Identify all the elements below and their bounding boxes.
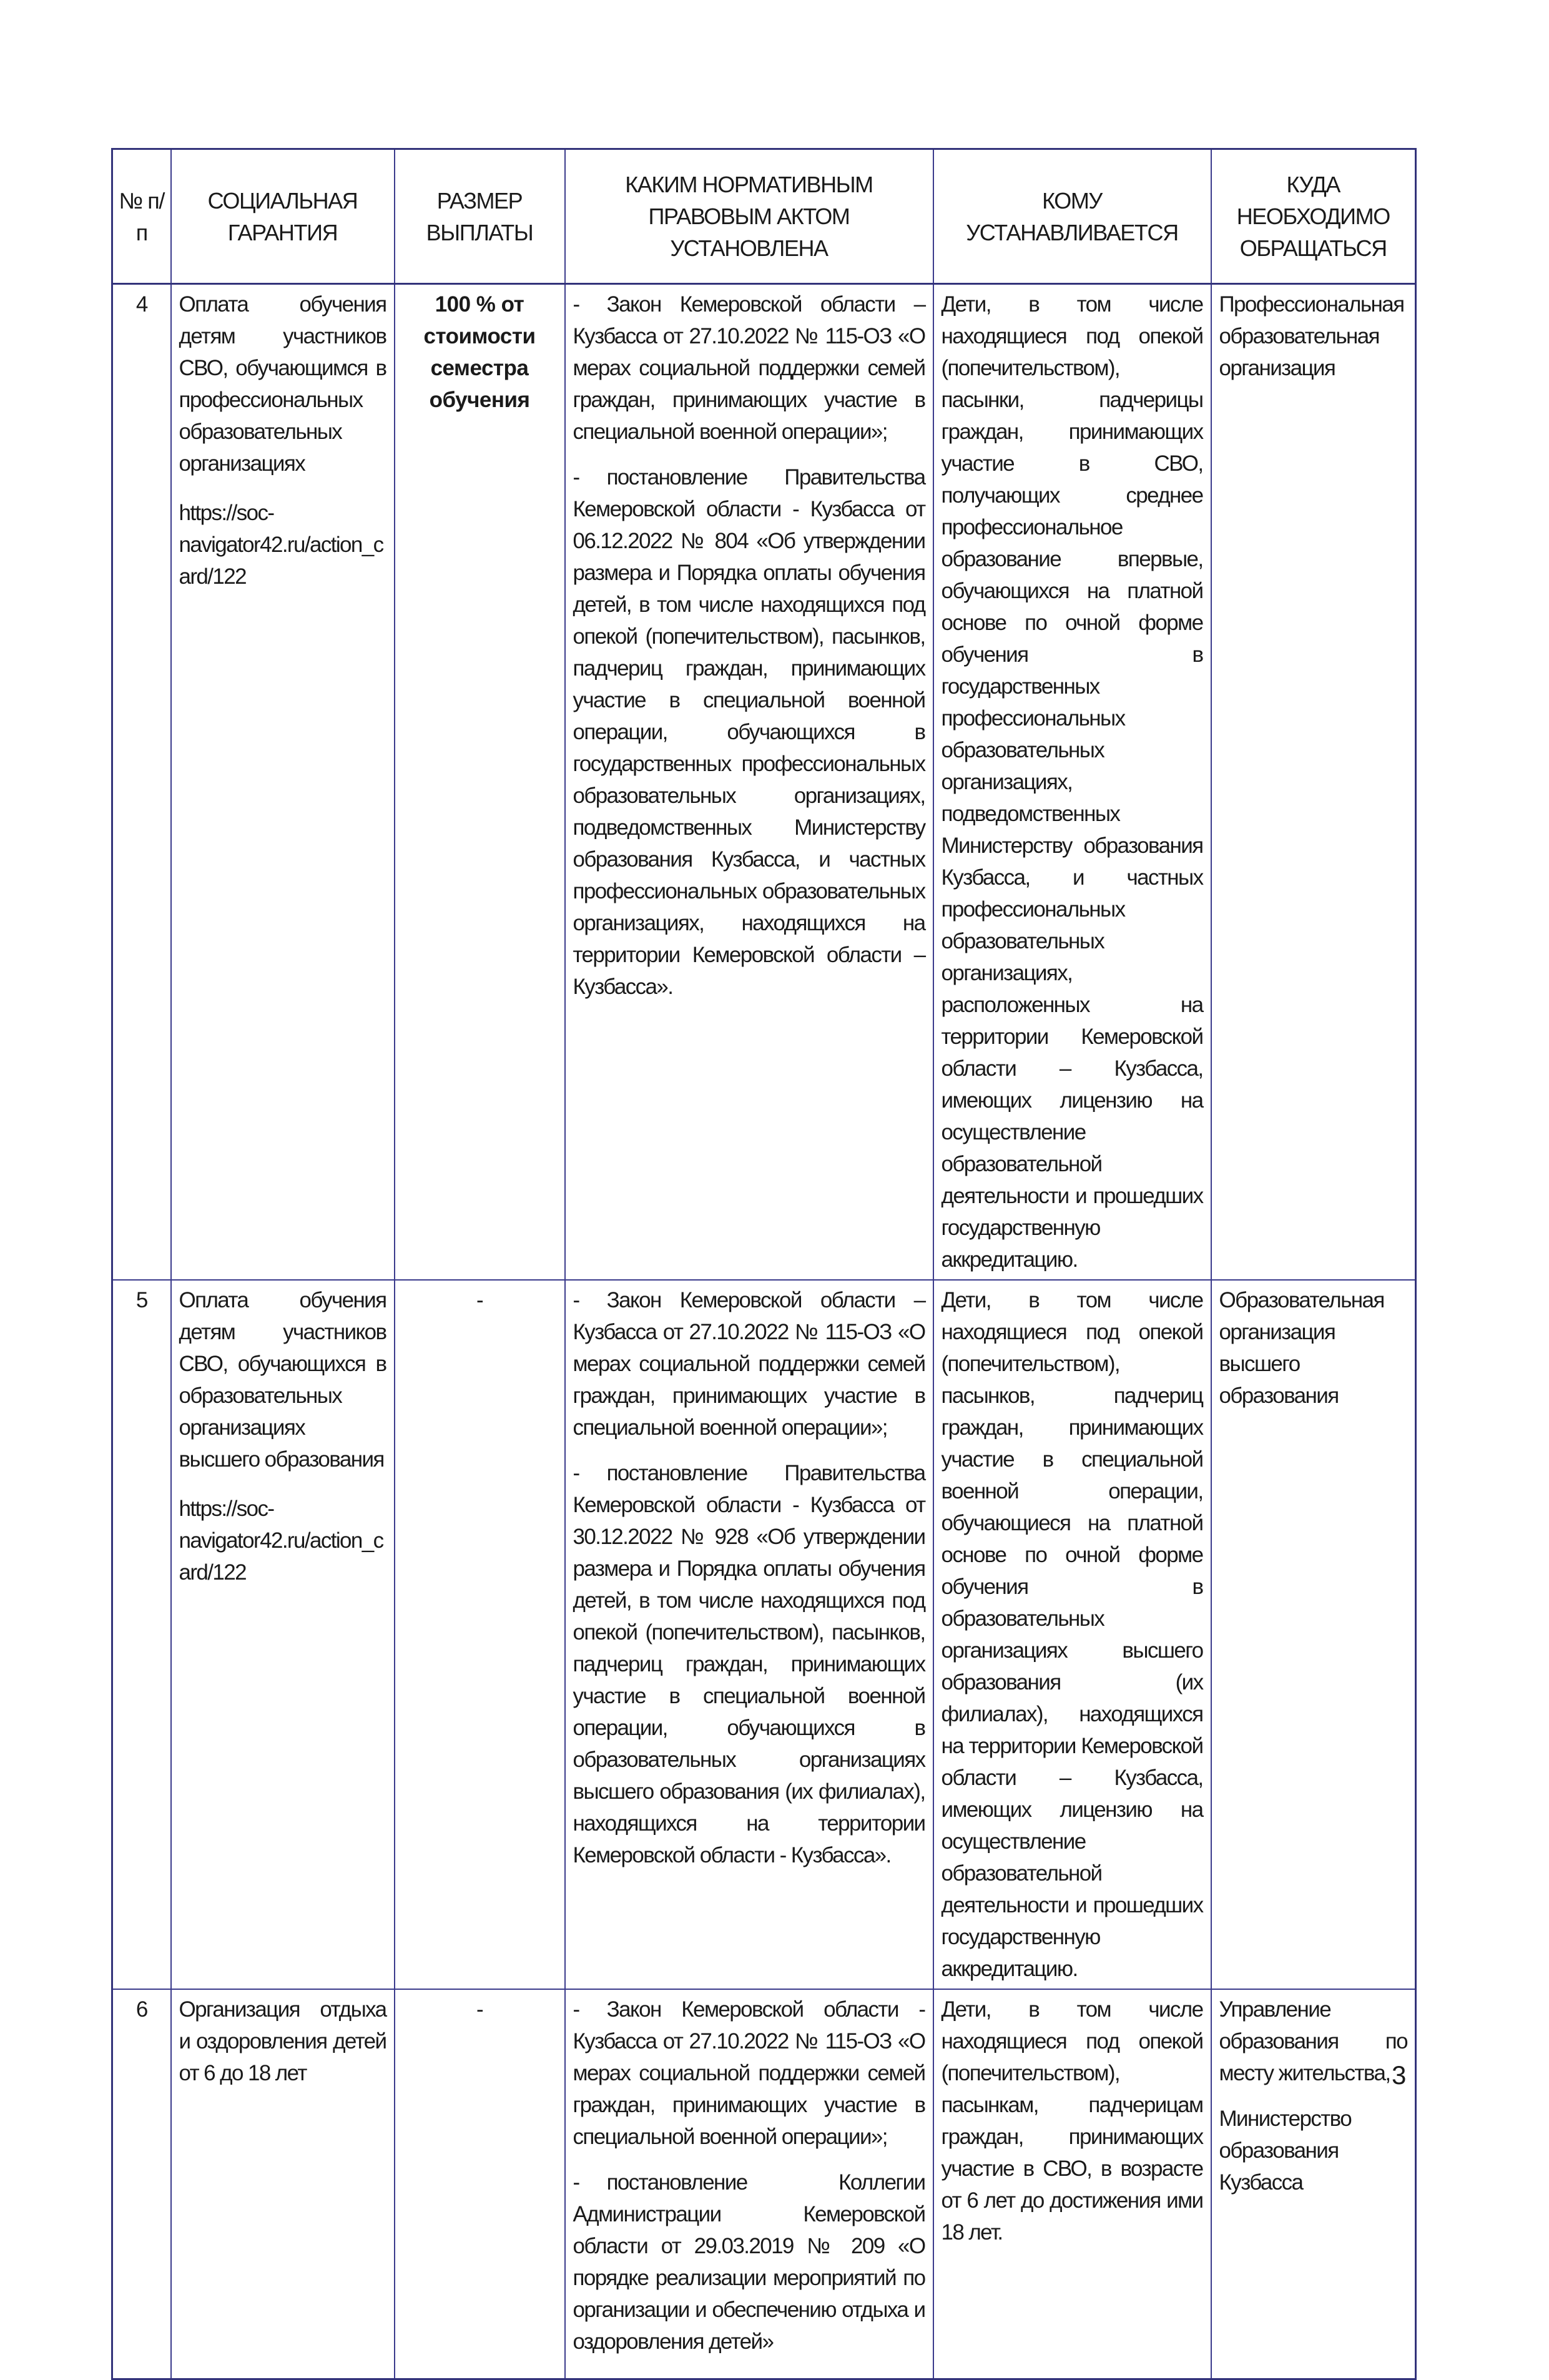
social-guarantees-table bbox=[111, 148, 1417, 2380]
guarantee-link[interactable]: https://soc-navigator42.ru/action_card/122 bbox=[179, 1497, 383, 1585]
where-item: Министерство образования Кузбасса bbox=[1219, 2107, 1352, 2195]
header-number: № п/п bbox=[112, 149, 171, 284]
guarantee-text: Оплата обучения детям участников СВО, обучающихся в образовательных организациях высшего образования bbox=[179, 1288, 386, 1472]
row-number: 6 bbox=[112, 1989, 171, 2379]
legal-act-item: - Закон Кемеровской области – Кузбасса от 27.10.2022 № 115-ОЗ «О мерах социальной поддержки семей граждан, принимающих участие в специальной военной операции»; bbox=[573, 292, 925, 444]
header-legal-act: КАКИМ НОРМАТИВНЫМ ПРАВОВЫМ АКТОМ УСТАНОВЛЕНА bbox=[565, 149, 933, 284]
guarantee-cell bbox=[171, 1989, 395, 2379]
legal-act-item: - Закон Кемеровской области – Кузбасса от 27.10.2022 № 115-ОЗ «О мерах социальной поддержки семей граждан, принимающих участие в специальной военной операции»; bbox=[573, 1288, 925, 1440]
legal-act-item: - постановление Коллегии Администрации Кемеровской области от 29.03.2019 № 209 «О порядке реализации мероприятий по организации и обеспечению отдыха и оздоровления детей» bbox=[573, 2170, 925, 2354]
bullet-dash: - bbox=[573, 465, 579, 489]
bullet-dash: - bbox=[573, 2170, 579, 2195]
legal-acts-cell bbox=[565, 1989, 933, 2379]
bullet-dash: - bbox=[573, 1288, 579, 1312]
bullet-dash: - bbox=[573, 292, 579, 317]
legal-act-item: - Закон Кемеровской области - Кузбасса от 27.10.2022 № 115-ОЗ «О мерах социальной поддержки семей граждан, принимающих участие в специальной военной операции»; bbox=[573, 1997, 925, 2149]
header-payment: РАЗМЕР ВЫПЛАТЫ bbox=[395, 149, 565, 284]
legal-acts-cell bbox=[565, 1280, 933, 1989]
legal-act-item: - постановление Правительства Кемеровской области - Кузбасса от 30.12.2022 № 928 «Об утверждении размера и Порядка оплаты обучения детей, в том числе находящихся под опекой (попечительством), пасынков, падчериц граждан, принимающих участие в специальной военной операции, обучающихся в образовательных организациях высшего образования (их филиалах), находящихся на территории Кемеровской области - Кузбасса». bbox=[573, 1461, 925, 1867]
payment-amount: - bbox=[395, 1989, 565, 2379]
guarantee-cell bbox=[171, 1280, 395, 1989]
bullet-dash: - bbox=[573, 1461, 579, 1485]
where-item: Образовательная организация высшего образования bbox=[1219, 1288, 1384, 1408]
guarantee-cell bbox=[171, 284, 395, 1281]
where-to-apply-cell bbox=[1211, 284, 1416, 1281]
recipients-cell: Дети, в том числе находящиеся под опекой (попечительством), пасынкам, падчерицам граждан, принимающих участие в СВО, в возрасте от 6 лет до достижения ими 18 лет. bbox=[933, 1989, 1211, 2379]
header-guarantee: СОЦИАЛЬНАЯ ГАРАНТИЯ bbox=[171, 149, 395, 284]
bullet-dash: - bbox=[573, 1997, 579, 2022]
guarantee-link[interactable]: https://soc-navigator42.ru/action_card/122 bbox=[179, 501, 383, 589]
where-to-apply-cell bbox=[1211, 1280, 1416, 1989]
table-row bbox=[112, 284, 1416, 1281]
table-row bbox=[112, 1280, 1416, 1989]
payment-amount: 100 % от стоимости семестра обучения bbox=[395, 284, 565, 1281]
page-number: 3 bbox=[1392, 2060, 1407, 2090]
legal-acts-cell bbox=[565, 284, 933, 1281]
payment-amount: - bbox=[395, 1280, 565, 1989]
where-item: Профессиональная образовательная организация bbox=[1219, 292, 1404, 380]
row-number: 4 bbox=[112, 284, 171, 1281]
row-number: 5 bbox=[112, 1280, 171, 1989]
recipients-cell: Дети, в том числе находящиеся под опекой (попечительством), пасынки, падчерицы граждан, принимающих участие в СВО, получающих среднее профессиональное образование впервые, обучающихся на платной основе по очной форме обучения в государственных профессиональных образовательных организациях, подведомственных Министерству образования Кузбасса, и частных профессиональных образовательных организациях, расположенных на территории Кемеровской области – Кузбасса, имеющих лицензию на осуществление образовательной деятельности и прошедших государственную аккредитацию. bbox=[933, 284, 1211, 1281]
header-recipients: КОМУ УСТАНАВЛИВАЕТСЯ bbox=[933, 149, 1211, 284]
legal-act-item: - постановление Правительства Кемеровской области - Кузбасса от 06.12.2022 № 804 «Об утверждении размера и Порядка оплаты обучения детей, в том числе находящихся под опекой (попечительством), пасынков, падчериц граждан, принимающих участие в специальной военной операции, обучающихся в государственных профессиональных образовательных организациях, подведомственных Министерству образования Кузбасса, и частных профессиональных образовательных организациях, находящихся на территории Кемеровской области – Кузбасса». bbox=[573, 465, 925, 999]
guarantee-text: Организация отдыха и оздоровления детей от 6 до 18 лет bbox=[179, 1997, 386, 2085]
header-where-to-apply: КУДА НЕОБХОДИМО ОБРАЩАТЬСЯ bbox=[1211, 149, 1416, 284]
table-header-row bbox=[112, 149, 1416, 284]
table-row bbox=[112, 1989, 1416, 2379]
guarantee-text: Оплата обучения детям участников СВО, обучающимся в профессиональных образовательных организациях bbox=[179, 292, 386, 476]
where-item: Управление образования по месту жительства, bbox=[1219, 1997, 1407, 2085]
recipients-cell: Дети, в том числе находящиеся под опекой (попечительством), пасынков, падчериц граждан, принимающих участие в специальной военной операции, обучающиеся на платной основе по очной форме обучения в образовательных организациях высшего образования (их филиалах), находящихся на территории Кемеровской области – Кузбасса, имеющих лицензию на осуществление образовательной деятельности и прошедших государственную аккредитацию. bbox=[933, 1280, 1211, 1989]
where-to-apply-cell bbox=[1211, 1989, 1416, 2379]
